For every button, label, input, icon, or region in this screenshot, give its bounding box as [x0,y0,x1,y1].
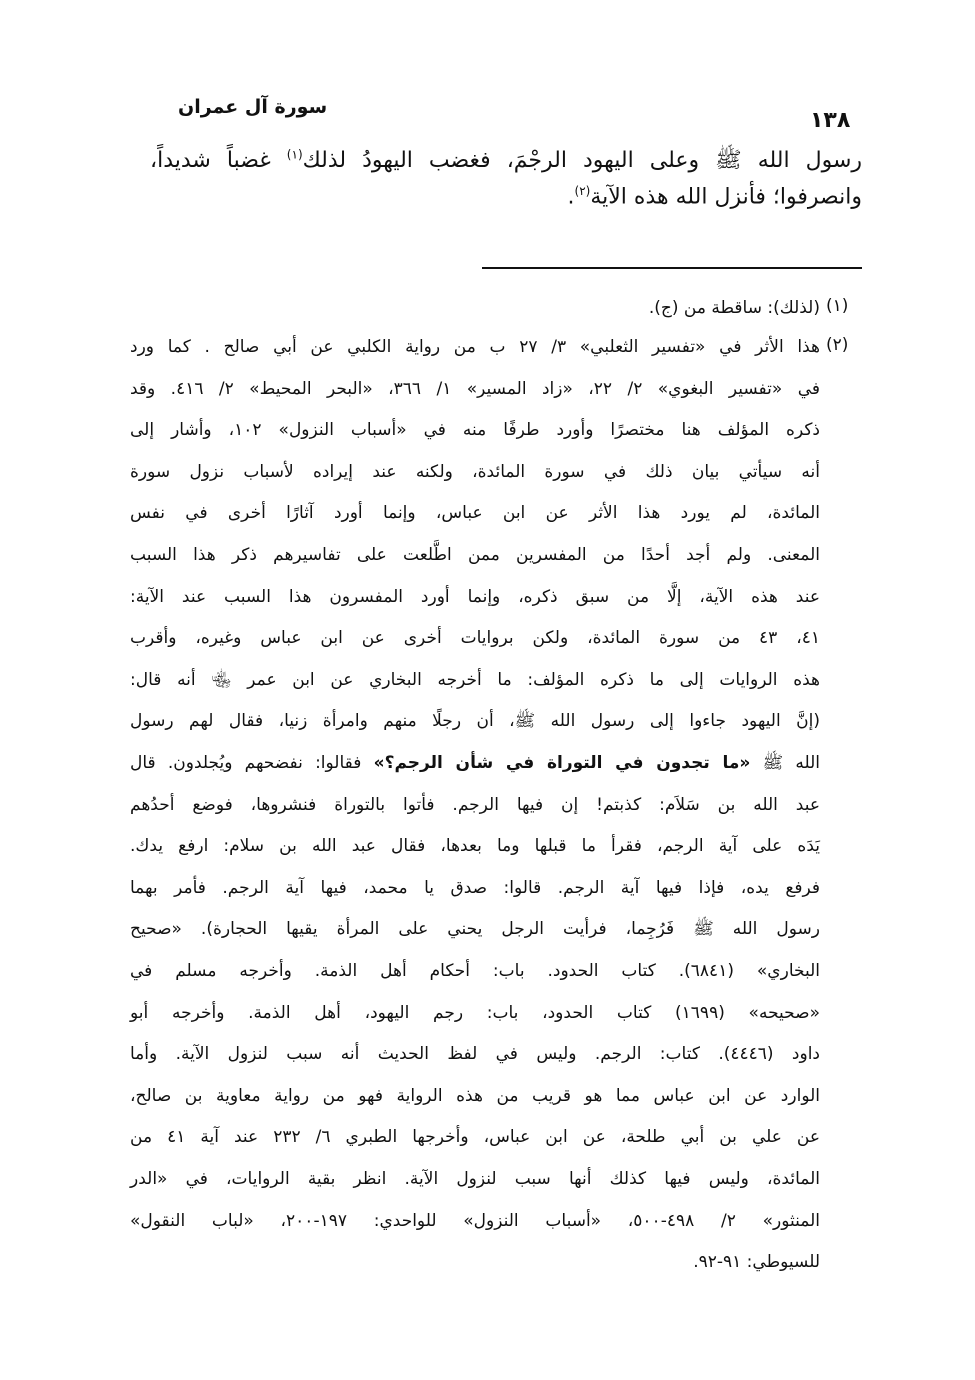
footnote-2-line [130,751,820,775]
footnote-2-line: الوارد عن ابن عباس مما هو قريب من هذه الرواية فهو من رواية معاوية بن صالح، [130,1085,820,1106]
main-text: . [567,184,575,210]
footnote-separator [482,267,862,269]
running-header-surah-title: سورة آل عمران [178,96,328,118]
footnote-2-line: يَدَه على آية الرجم، فقرأ ما قبلها وما بعدها، فقال عبد الله بن سلام: ارفع يدك. [130,836,820,857]
footnote-number: (٢) [826,335,849,355]
footnote-2-line: هذه الروايات إلى ما ذكره المؤلف: ما أخرجه البخاري عن ابن عمر ﵄ أنه قال: [130,669,820,690]
footnote-2-line: عن علي بن أبي طلحة، عن ابن عباس، وأخرجها الطبري ٦/ ٢٣٢ عند آية ٤١ من [130,1127,820,1148]
main-text: رسول الله ﷺ وعلى اليهود الرجْمَ، فغضب اليهودُ لذلك [302,148,862,173]
footnote-number: (١) [826,296,849,316]
main-text-line [150,184,862,209]
footnote-2-line: (إنَّ اليهود جاءوا إلى رسول الله ﷺ، أن رجلًا منهم وامرأة زنيا، فقال لهم رسول [130,711,820,732]
footnote-1-text: (لذلك): ساقطة من (ج). [648,298,820,318]
main-text: وانصرفوا؛ فأنزل الله هذه الآية [590,184,862,210]
footnote-2-line: هذا الأثر في «تفسير الثعلبي» ٣/ ٢٧ ب من رواية الكلبي عن أبي صالح . كما ورد [130,337,820,357]
footnote-2-line: عند هذه الآية، إلَّا من سبق ذكره، وإنما أورد المفسرون هذا السبب عند الآية: [130,586,820,607]
footnote-2-line: المعنى. ولم أجد أحدًا من المفسرين ممن اطَّلعت على تفاسيرهم ذكر هذا السبب [130,545,820,565]
footnote-2-line: المائدة، وليس فيها كذلك أنها سبب لنزول الآية. انظر بقية الروايات، في «الدر [130,1169,820,1189]
footnote-2-line: للسيوطي: ٩١-٩٢. [693,1252,820,1273]
page-number: ١٣٨ [810,108,851,133]
footnote-2-line: ٤١، ٤٣ من سورة المائدة، ولكن بروايات أخرى عن ابن عباس وغيره، وأقرب [130,628,820,649]
footnote-text: فقالوا: نفضحهم ويُجلدون. قال [130,753,374,773]
footnote-2-line: رسول الله ﷺ فَرُجِما، فرأيت الرجل يحني على المرأة يقيها الحجارة). «صحيح [130,919,820,940]
footnote-2-line: فرفع يده، فإذا فيها آية الرجم. قالوا: صدق يا محمد، فيها آية الرجم. فأمر بهما [130,877,820,898]
main-text-line [150,146,862,178]
footnote-2-line: المنثور» ٢/ ٤٩٨-٥٠٠، «أسباب النزول» للواحدي: ١٩٧-٢٠٠، «لباب النقول» [130,1210,821,1231]
footnote-2-line: عبد الله بن سَلاَم: كذبتم! إن فيها الرجم. فأتوا بالتوراة فنشروها، فوضع أحدُهم [130,794,820,815]
footnote-2-line: «صحيحه» (١٦٩٩) كتاب الحدود، باب: رجم اليهود، أهل الذمة. وأخرجه أبو [130,1002,820,1023]
footnote-2-line: في «تفسير البغوي» ٢/ ٢٢، «زاد المسير» ١/ ٣٦٦، «البحر المحيط» ٢/ ٤١٦. وقد [130,378,820,399]
footnote-ref[interactable]: (٢) [574,184,591,198]
hadith-quote-bold: «ما تجدون في التوراة في شأن الرجم؟» [373,753,751,773]
footnote-2-line: المائدة، لم يورد هذا الأثر عن ابن عباس، وإنما أورد آثارًا أخرى في نفس [130,503,820,524]
footnote-2-line: أنه سيأتي بيان ذلك في سورة المائدة، ولكنه عند إيراده لأسباب نزول سورة [130,461,820,482]
footnote-text: الله ﷺ [750,753,820,773]
footnote-2-line: البخاري» (٦٨٤١). كتاب الحدود. باب: أحكام أهل الذمة. وأخرجه مسلم في [130,961,820,981]
footnote-2-line: داود (٤٤٤٦). كتاب: الرجم. وليس في لفظ الحديث أنه سبب لنزول الآية. وأما [130,1044,821,1065]
footnote-2-line: ذكره المؤلف هنا مختصرًا وأورد طرفًا منه في «أسباب النزول» ١٠٢، وأشار إلى [130,420,820,441]
footnote-ref[interactable]: (١) [286,147,303,162]
main-text: غضباً شديداً، [150,148,287,173]
